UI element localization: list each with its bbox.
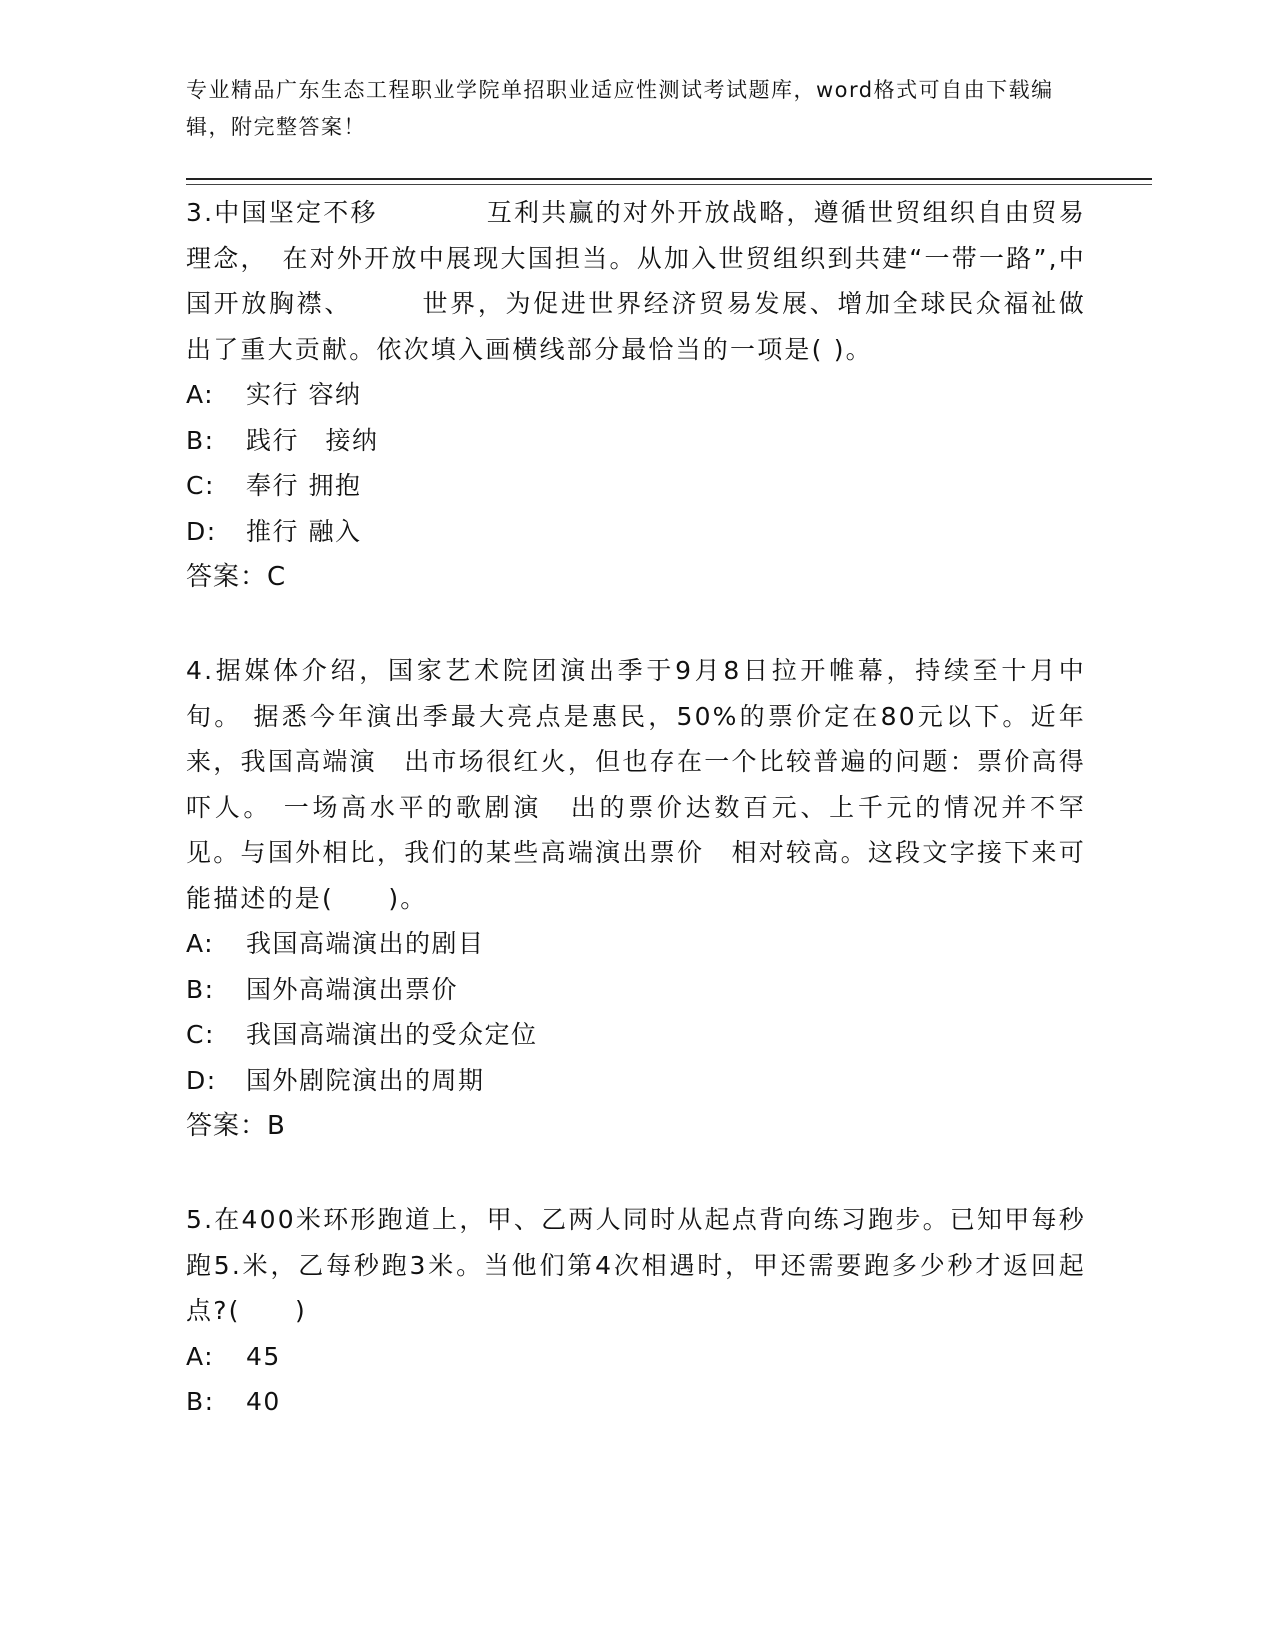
option-key: B: <box>186 1387 215 1416</box>
option-text: 国外高端演出票价 <box>246 974 459 1004</box>
option-b <box>186 1379 1086 1425</box>
question-stem: 3.中国坚定不移 互利共赢的对外开放战略，遵循世贸组织自由贸易理念， 在对外开放中展现大国担当。从加入世贸组织到共建“一带一路”,中国开放胸襟、 世界，为促进世界经济贸易发展、增加全球民众福祉做出了重大贡献。依次填入画横线部分最恰当的一项是( )。 <box>186 198 1086 364</box>
option-c <box>186 1012 1086 1058</box>
option-a <box>186 921 1086 967</box>
option-b <box>186 967 1086 1013</box>
option-key: C: <box>186 1020 215 1049</box>
option-text: 奉行 拥抱 <box>246 471 362 500</box>
option-text: 推行 融入 <box>246 516 362 546</box>
question-stem: 4.据媒体介绍，国家艺术院团演出季于9月8日拉开帷幕，持续至十月中旬。 据悉今年演出季最大亮点是惠民，50%的票价定在80元以下。近年来，我国高端演 出市场很红火，但也存在一个比较普遍的问题：票价高得吓人。 一场高水平的歌剧演 出的票价达数百元、上千元的情况并不罕见。与国外相比，我们的某些高端演出票价 相对较高。这段文字接下来可能描述的是( )。 <box>186 656 1086 913</box>
option-text: 实行 容纳 <box>246 380 362 409</box>
header-divider-thin <box>186 184 1152 185</box>
page-header <box>186 72 1086 146</box>
option-text: 我国高端演出的剧目 <box>246 929 485 958</box>
option-key: A: <box>186 929 215 958</box>
option-a <box>186 372 1086 418</box>
question-list <box>186 190 1086 1473</box>
option-d <box>186 1058 1086 1104</box>
answer-line: 答案：C <box>186 562 287 592</box>
question-3 <box>186 190 1086 600</box>
option-key: D: <box>186 1065 217 1095</box>
answer-line: 答案：B <box>186 1111 286 1141</box>
question-4 <box>186 648 1086 1149</box>
option-key: C: <box>186 471 215 500</box>
option-a <box>186 1334 1086 1380</box>
option-c <box>186 463 1086 509</box>
question-stem: 5.在400米环形跑道上，甲、乙两人同时从起点背向练习跑步。已知甲每秒跑5.米，乙每秒跑3米。当他们第4次相遇时，甲还需要跑多少秒才返回起点?( ) <box>186 1205 1086 1325</box>
option-text: 45 <box>246 1341 281 1371</box>
option-text: 我国高端演出的受众定位 <box>246 1020 538 1049</box>
option-text: 践行 接纳 <box>246 425 379 455</box>
option-key: B: <box>186 425 215 455</box>
option-b <box>186 418 1086 464</box>
option-d <box>186 509 1086 555</box>
option-key: D: <box>186 516 217 546</box>
option-text: 国外剧院演出的周期 <box>246 1065 485 1095</box>
header-text: 专业精品广东生态工程职业学院单招职业适应性测试考试题库，word格式可自由下载编辑，附完整答案！ <box>186 78 1054 139</box>
option-key: A: <box>186 1341 215 1371</box>
option-key: A: <box>186 380 215 409</box>
option-text: 40 <box>246 1387 281 1416</box>
option-key: B: <box>186 974 215 1004</box>
header-divider-thick <box>186 178 1152 180</box>
question-5 <box>186 1197 1086 1425</box>
